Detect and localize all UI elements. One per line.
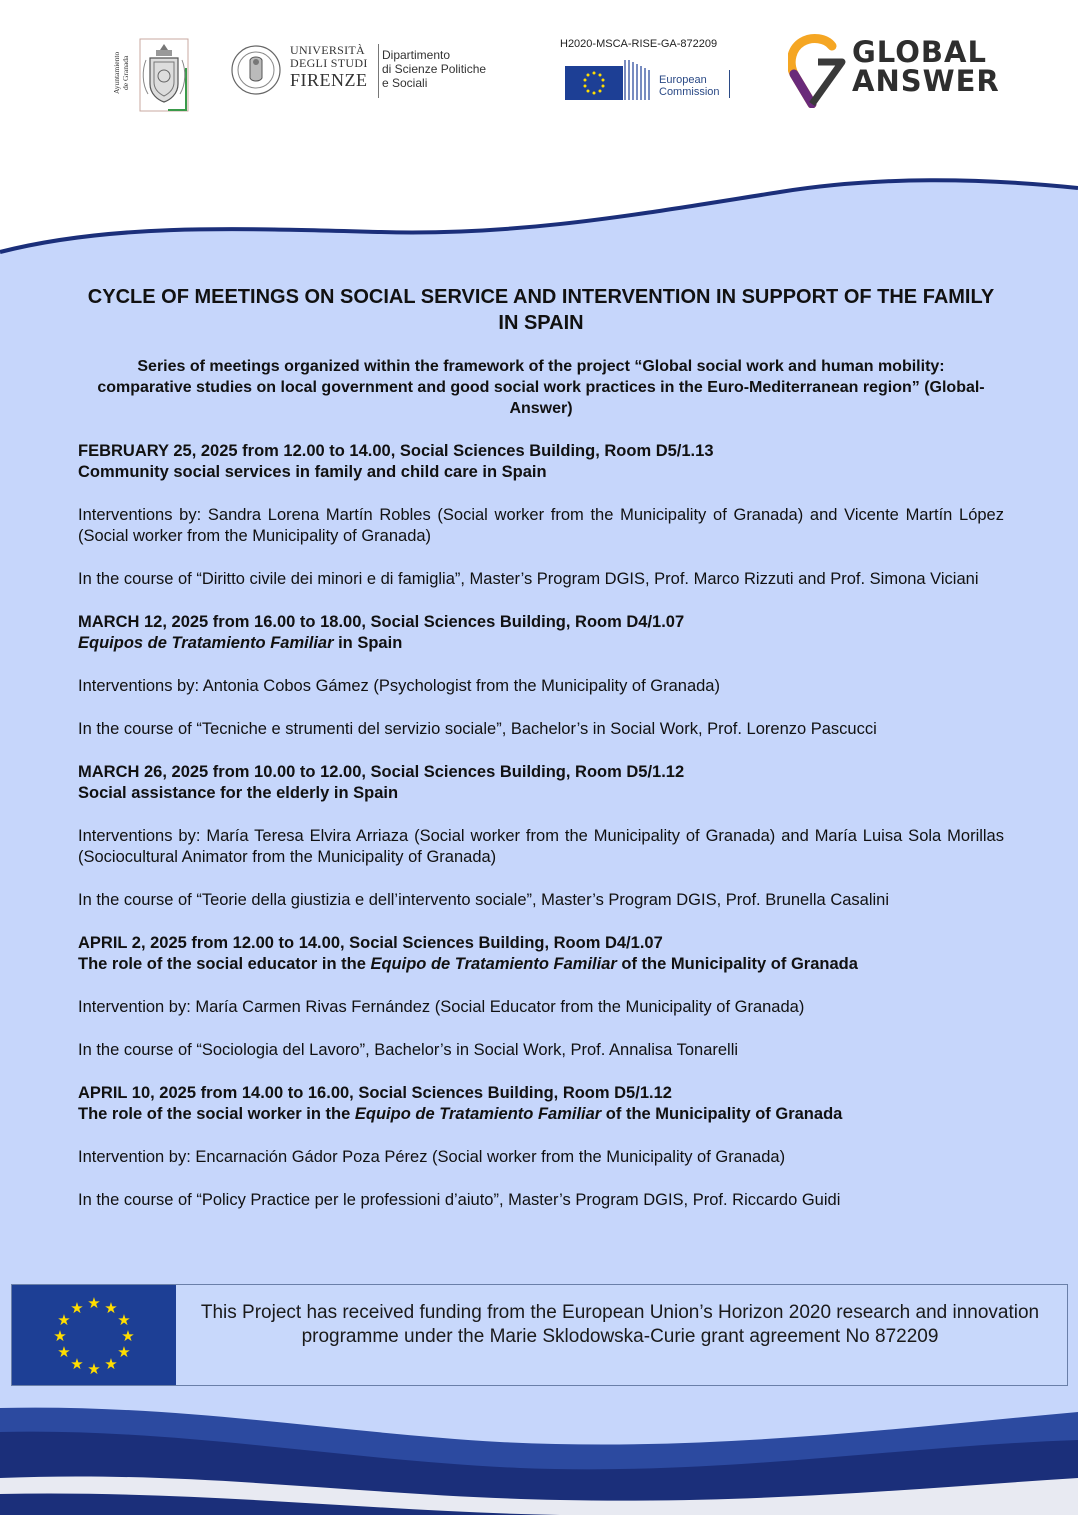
- meeting-course: In the course of “Sociologia del Lavoro”, Bachelor’s in Social Work, Prof. Annalisa Tonarelli: [78, 1041, 739, 1059]
- unifi-name: [290, 44, 380, 90]
- ec-line: European: [659, 74, 707, 86]
- meeting-date: APRIL 10, 2025 from 14.00 to 16.00, Social Sciences Building, Room D5/1.12: [78, 1084, 672, 1102]
- eu-flag-icon: [12, 1285, 176, 1385]
- eu-flag: [12, 1285, 176, 1385]
- meeting-entry: [78, 1083, 1004, 1211]
- meeting-topic: Social assistance for the elderly in Spain: [78, 784, 399, 802]
- ec-divider: [729, 70, 730, 98]
- svg-text:★: ★: [87, 1360, 101, 1378]
- ga-line1: GLOBAL: [852, 35, 987, 69]
- svg-text:★: ★: [70, 1355, 84, 1373]
- meeting-entry: [78, 612, 1004, 740]
- meeting-topic: Equipos de Tratamiento Familiar in Spain: [78, 634, 403, 652]
- european-commission-text: [659, 74, 720, 98]
- meeting-course: In the course of “Policy Practice per le professioni d’aiuto”, Master’s Program DGIS, Prof. Riccardo Guidi: [78, 1191, 841, 1209]
- unifi-seal-icon: [230, 42, 282, 98]
- granada-logo-text: Ayuntamiento de Granada: [112, 51, 130, 95]
- meeting-date: FEBRUARY 25, 2025 from 12.00 to 14.00, Social Sciences Building, Room D5/1.13: [78, 442, 714, 460]
- meeting-interventions: Intervention by: María Carmen Rivas Fernández (Social Educator from the Municipality of Granada): [78, 998, 805, 1016]
- svg-text:★: ★: [104, 1355, 118, 1373]
- department-name: [382, 48, 502, 90]
- meeting-date: MARCH 26, 2025 from 10.00 to 12.00, Social Sciences Building, Room D5/1.12: [78, 763, 685, 781]
- meeting-date: APRIL 2, 2025 from 12.00 to 14.00, Social Sciences Building, Room D4/1.07: [78, 934, 663, 952]
- dept-line: e Sociali: [382, 76, 428, 90]
- funding-notice: [11, 1284, 1068, 1386]
- svg-text:★: ★: [121, 1327, 135, 1345]
- global-answer-pin-icon: [788, 32, 848, 108]
- meeting-interventions: Intervention by: Encarnación Gádor Poza Pérez (Social worker from the Municipality of Granada): [78, 1148, 786, 1166]
- page-title: CYCLE OF MEETINGS ON SOCIAL SERVICE AND INTERVENTION IN SUPPORT OF THE FAMILY IN SPAIN: [87, 286, 995, 334]
- unifi-name-line2: DEGLI STUDI: [290, 56, 368, 70]
- svg-text:★: ★: [53, 1327, 67, 1345]
- dept-line: di Scienze Politiche: [382, 62, 487, 76]
- page-subtitle: Series of meetings organized within the framework of the project “Global social work and human mobility: comparative studies on local government and good social work practices in the Euro-Mediterranean region” (Global-Answer): [97, 358, 985, 417]
- grant-code: H2020-MSCA-RISE-GA-872209: [560, 38, 718, 50]
- svg-text:★: ★: [70, 1299, 84, 1317]
- svg-text:★: ★: [117, 1343, 131, 1361]
- meeting-topic: Community social services in family and child care in Spain: [78, 463, 547, 481]
- meeting-date: MARCH 12, 2025 from 16.00 to 18.00, Social Sciences Building, Room D4/1.07: [78, 613, 685, 631]
- meeting-topic: The role of the social educator in the Equipo de Tratamiento Familiar of the Municipality of Granada: [78, 955, 858, 973]
- meeting-interventions: Interventions by: Antonia Cobos Gámez (Psychologist from the Municipality of Granada): [78, 677, 720, 695]
- ec-line: Commission: [659, 86, 720, 98]
- svg-text:★: ★: [117, 1311, 131, 1329]
- unifi-name-line1: UNIVERSITÀ: [290, 43, 365, 57]
- dept-line: Dipartimento: [382, 48, 451, 62]
- european-commission-icon: [565, 58, 655, 100]
- funding-text: This Project has received funding from the European Union’s Horizon 2020 research and innovation programme under the Marie Sklodowska-Curie grant agreement No 872209: [200, 1302, 1040, 1347]
- meeting-entry: [78, 933, 1004, 1061]
- svg-text:★: ★: [104, 1299, 118, 1317]
- global-answer-logo: [788, 32, 998, 108]
- unifi-logo: [230, 40, 500, 102]
- granada-logo: [112, 34, 192, 112]
- ga-line2: ANSWER: [852, 64, 1000, 98]
- meeting-entry: [78, 441, 1004, 590]
- meeting-interventions: Interventions by: María Teresa Elvira Arriaza (Social worker from the Municipality of Granada) and María Luisa Sola Morillas (Sociocultural Animator from the Municipality of Granada): [78, 827, 1004, 866]
- svg-text:★: ★: [57, 1311, 71, 1329]
- unifi-divider: [378, 44, 379, 98]
- svg-text:★: ★: [57, 1343, 71, 1361]
- svg-text:★: ★: [87, 1294, 101, 1312]
- main-content: [78, 284, 1004, 1211]
- global-answer-text: [852, 35, 1000, 98]
- granada-crest-icon: [138, 38, 190, 112]
- european-commission-logo: [565, 58, 735, 100]
- unifi-name-line3: FIRENZE: [290, 70, 368, 90]
- meeting-interventions: Interventions by: Sandra Lorena Martín Robles (Social worker from the Municipality of Granada) and Vicente Martín López (Social worker from the Municipality of Granada): [78, 506, 1004, 545]
- meeting-course: In the course of “Teorie della giustizia e dell’intervento sociale”, Master’s Program DGIS, Prof. Brunella Casalini: [78, 891, 890, 909]
- meeting-entry: [78, 762, 1004, 911]
- meeting-topic: The role of the social worker in the Equipo de Tratamiento Familiar of the Municipality of Granada: [78, 1105, 843, 1123]
- meeting-course: In the course of “Diritto civile dei minori e di famiglia”, Master’s Program DGIS, Prof. Marco Rizzuti and Prof. Simona Viciani: [78, 570, 979, 588]
- meeting-course: In the course of “Tecniche e strumenti del servizio sociale”, Bachelor’s in Social Work, Prof. Lorenzo Pascucci: [78, 720, 877, 738]
